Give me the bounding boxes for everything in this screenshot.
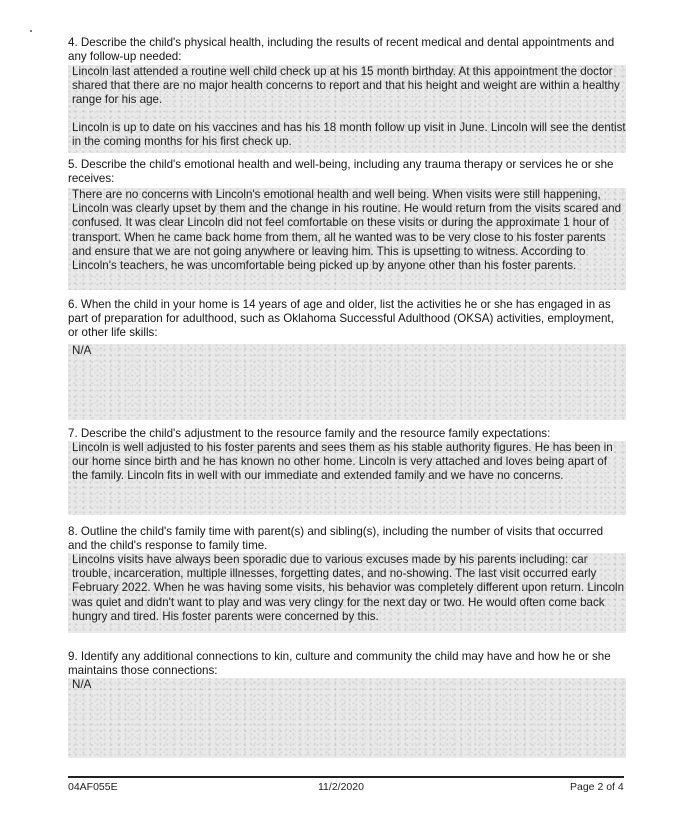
question-9: 9. Identify any additional connections to kin, culture and community the child may have and how he or she maintains those connections: — [68, 650, 611, 677]
footer-divider — [68, 776, 624, 778]
footer-date: 11/2/2020 — [318, 781, 364, 793]
answer-4-paragraph-2: Lincoln is up to date on his vaccines and has his 18 month follow up visit in June. Lincoln will see the dentist in the coming months for his first check up. — [72, 120, 626, 148]
question-5: 5. Describe the child's emotional health and well-being, including any trauma therapy or services he or she receives: — [68, 158, 614, 185]
answer-5 — [68, 188, 626, 290]
answer-4-paragraph-1: Lincoln last attended a routine well child check up at his 15 month birthday. At this appointment the doctor shared that there are no major health concerns to report and that his height and weight are within a healthy range for his age. — [72, 65, 620, 107]
answer-7 — [68, 441, 626, 515]
answer-7-paragraph-1: Lincoln is well adjusted to his foster parents and sees them as his stable authority figures. He has been in our home since birth and he has known no other home. Lincoln is very attached and loves being apart of the family. Lincoln fits in well with our immediate and extended family and we have no concerns. — [72, 441, 613, 483]
footer-form-code: 04AF055E — [68, 781, 118, 793]
answer-6-paragraph-1: N/A — [72, 344, 92, 357]
answer-9-paragraph-1: N/A — [72, 678, 92, 691]
answer-8 — [68, 553, 626, 633]
answer-5-paragraph-1: There are no concerns with Lincoln's emotional health and well being. When visits were still happening, Lincoln was clearly upset by them and the change in his routine. He would return from the visits scared and confused. It was clear Lincoln did not feel comfortable on these visits or during the approximate 1 hour of transport. When he came back home from them, all he wanted was to be very close to his foster parents and ensure that we are not going anywhere or leaving him. This is upsetting to witness. According to Lincoln's teachers, he was uncomfortable being picked up by anyone other than his foster parents. — [72, 188, 622, 273]
question-8: 8. Outline the child's family time with parent(s) and sibling(s), including the number of visits that occurred and the child's response to family time. — [68, 525, 604, 552]
question-4: 4. Describe the child's physical health, including the results of recent medical and dental appointments and any follow-up needed: — [68, 36, 615, 63]
answer-6 — [68, 344, 626, 420]
answer-8-paragraph-1: Lincolns visits have always been sporadic due to various excuses made by his parents including: car trouble, incarceration, multiple illnesses, forgetting dates, and no-showing. The last visit occurred early February 2022. When he was having some visits, his behavior was completely different upon return. Lincoln was quiet and didn't want to play and was very clingy for the next day or two. He would often come back hungry and tired. His foster parents were concerned by this. — [72, 553, 625, 623]
scan-speck — [30, 30, 32, 32]
question-6: 6. When the child in your home is 14 years of age and older, list the activities he or she has engaged in as part of preparation for adulthood, such as Oklahoma Successful Adulthood (OKSA) activities, employment, or other life skills: — [68, 298, 614, 339]
answer-4 — [68, 65, 626, 153]
footer-page-number: Page 2 of 4 — [570, 781, 624, 793]
question-7: 7. Describe the child's adjustment to the resource family and the resource family expectations: — [68, 427, 551, 440]
answer-9 — [68, 678, 626, 758]
